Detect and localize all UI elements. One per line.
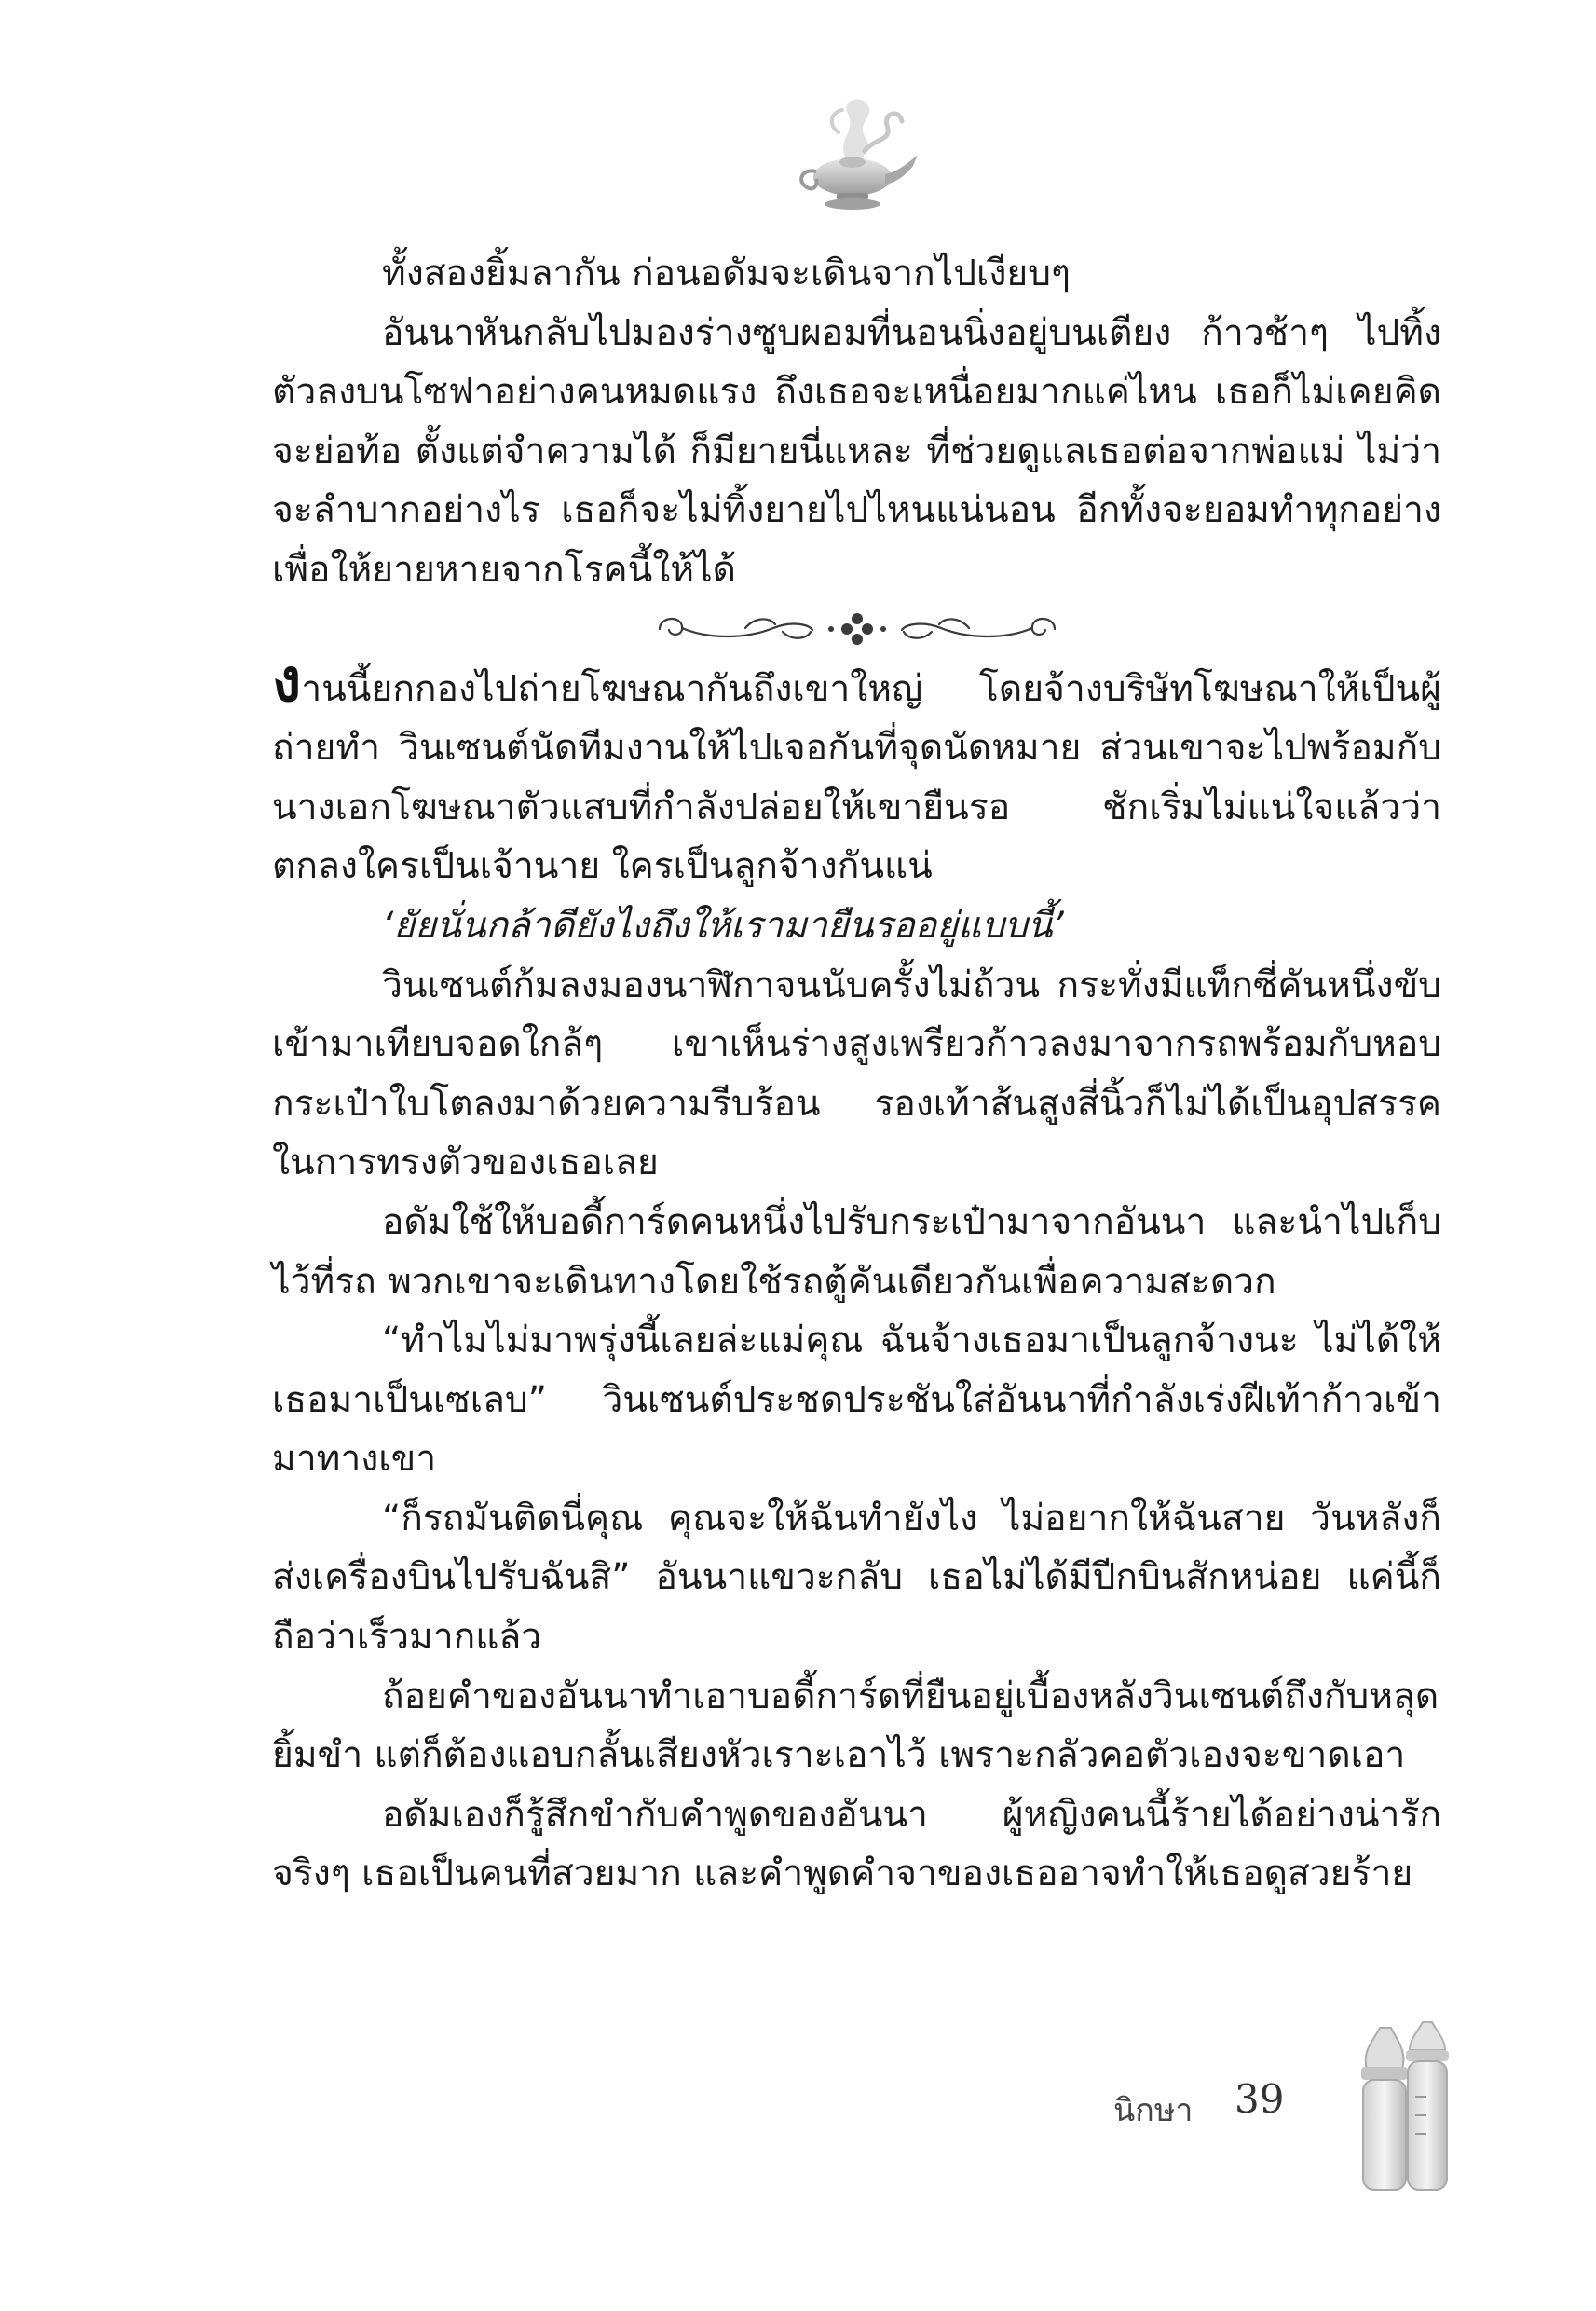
dropcap-paragraph <box>272 645 1441 896</box>
body-text <box>272 244 1441 1904</box>
after-paragraph: “ทำไมไม่มาพรุ่งนี้เลยล่ะแม่คุณ ฉันจ้างเธอมาเป็นลูกจ้างนะ ไม่ได้ให้เธอมาเป็นเซเลบ” วินเซนต์ประชดประชันใส่อันนาที่กำลังเร่งฝีเท้าก้าวเข้ามาทางเขา <box>272 1320 1441 1481</box>
before-paragraph: ทั้งสองยิ้มลากัน ก่อนอดัมจะเดินจากไปเงียบๆ <box>382 253 1071 294</box>
paragraphs-after <box>272 896 1441 1904</box>
after-paragraph: อดัมเองก็รู้สึกขำกับคำพูดของอันนา ผู้หญิงคนนี้ร้ายได้อย่างน่ารักจริงๆ เธอเป็นคนที่สวยมาก และคำพูดคำจาของเธออาจทำให้เธอดูสวยร้าย <box>272 1793 1441 1895</box>
after-paragraph: ถ้อยคำของอันนาทำเอาบอดี้การ์ดที่ยืนอยู่เบื้องหลังวินเซนต์ถึงกับหลุดยิ้มขำ แต่ก็ต้องแอบกลั้นเสียงหัวเราะเอาไว้ เพราะกลัวคอตัวเองจะขาดเอา <box>272 1675 1439 1777</box>
after-paragraph: อดัมใช้ให้บอดี้การ์ดคนหนึ่งไปรับกระเป๋ามาจากอันนา และนำไปเก็บไว้ที่รถ พวกเขาจะเดินทางโดยใช้รถตู้คันเดียวกันเพื่อความสะดวก <box>272 1200 1441 1303</box>
after-paragraph: “ก็รถมันติดนี่คุณ คุณจะให้ฉันทำยังไง ไม่อยากให้ฉันสาย วันหลังก็ส่งเครื่องบินไปรับฉันสิ” อันนาแขวะกลับ เธอไม่ได้มีปีกบินสักหน่อย แค่นี้ก็ถือว่าเร็วมากแล้ว <box>272 1497 1441 1659</box>
ornamental-divider <box>272 600 1441 660</box>
divider-flourish <box>652 608 1062 650</box>
paragraphs-before <box>272 244 1441 600</box>
book-title-footer: นิกษา <box>1113 2092 1194 2129</box>
baby-bottle-icon <box>1348 2013 1460 2199</box>
dropcap-paragraph-text: านนี้ยกกองไปถ่ายโฆษณากันถึงเขาใหญ่ โดยจ้างบริษัทโฆษณาให้เป็นผู้ถ่ายทำ วินเซนต์นัดทีมงานให้ไปเจอกันที่จุดนัดหมาย ส่วนเขาจะไปพร้อมกับนางเอกโฆษณาตัวแสบที่กำลังปล่อยให้เขายืนรอ ชักเริ่มไม่แน่ใจแล้วว่าตกลงใครเป็นเจ้านาย ใครเป็นลูกจ้างกันแน่ <box>272 667 1441 888</box>
drop-cap: ง <box>272 645 302 716</box>
genie-lamp-icon <box>783 86 922 226</box>
after-paragraph: ‘ยัยนั่นกล้าดียังไงถึงให้เรามายืนรออยู่แบบนี้’ <box>382 904 1064 947</box>
page-number: 39 <box>1235 2076 1285 2122</box>
after-paragraph: วินเซนต์ก้มลงมองนาฬิกาจนนับครั้งไม่ถ้วน กระทั่งมีแท็กซี่คันหนึ่งขับเข้ามาเทียบจอดใกล้ๆ เขาเห็นร่างสูงเพรียวก้าวลงมาจากรถพร้อมกับหอบกระเป๋าใบโตลงมาด้วยความรีบร้อน รองเท้าส้นสูงสี่นิ้วก็ไม่ได้เป็นอุปสรรคในการทรงตัวของเธอเลย <box>272 964 1441 1184</box>
before-paragraph: อันนาหันกลับไปมองร่างซูบผอมที่นอนนิ่งอยู่บนเตียง ก้าวช้าๆ ไปทิ้งตัวลงบนโซฟาอย่างคนหมดแรง ถึงเธอจะเหนื่อยมากแค่ไหน เธอก็ไม่เคยคิดจะย่อท้อ ตั้งแต่จำความได้ ก็มียายนี่แหละ ที่ช่วยดูแลเธอต่อจากพ่อแม่ ไม่ว่าจะลำบากอย่างไร เธอก็จะไม่ทิ้งยายไปไหนแน่นอน อีกทั้งจะยอมทำทุกอย่างเพื่อให้ยายหายจากโรคนี้ให้ได้ <box>272 311 1441 591</box>
